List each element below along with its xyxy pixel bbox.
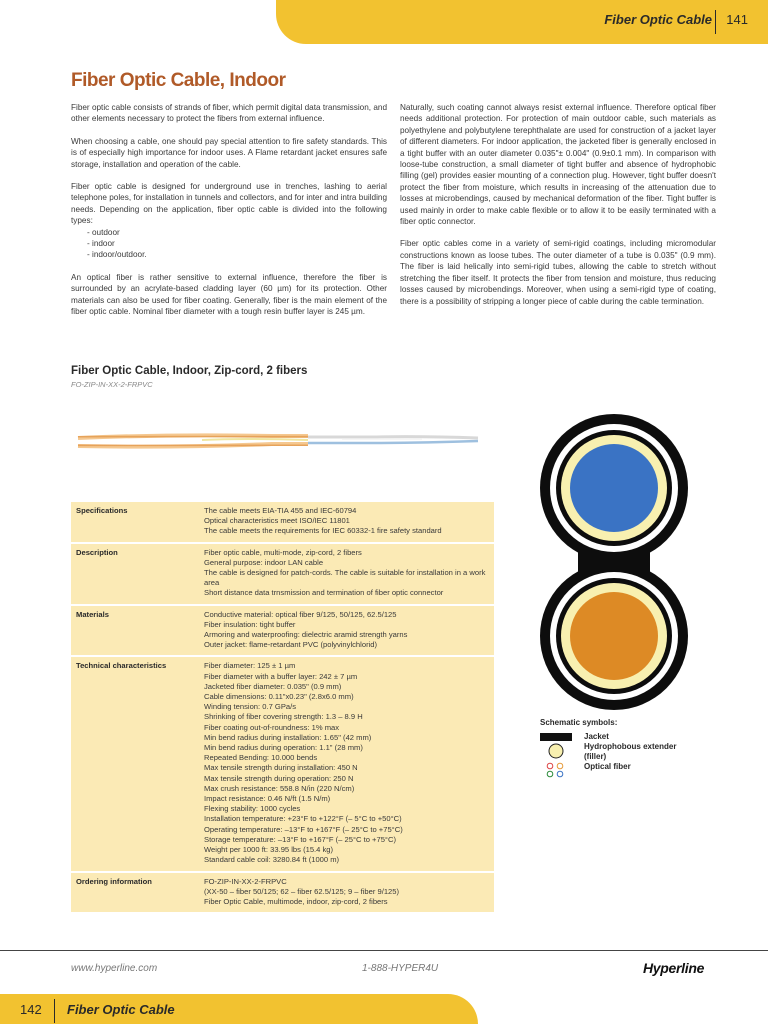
spec-line: Flexing stability: 1000 cycles <box>204 804 301 814</box>
spec-line: Conductive material: optical fiber 9/125, 50/125, 62.5/125 <box>204 609 397 619</box>
spec-line: Max crush resistance: 558.8 N/in (220 N/cm) <box>204 783 355 793</box>
footer-section-title: Fiber Optic Cable <box>67 1002 175 1017</box>
hyperline-logo: Hyperline <box>643 960 705 976</box>
spec-line: Standard cable coil: 3280.84 ft (1000 m) <box>204 855 340 865</box>
spec-key: Ordering information <box>71 872 199 914</box>
paragraph: An optical fiber is rather sensitive to external influence, therefore the fiber is surrounded by an acrylate-based cladding layer (60 µm) for its protection. Other materials can also be used for fiber coating. Generally, fiber is the main element of the fiber optic cable. Nominal fiber diameter with a tough resin buffer layer is 245 µm. <box>71 272 387 317</box>
list-item: - indoor/outdoor. <box>87 250 147 260</box>
spec-key: Technical characteristics <box>71 656 199 871</box>
types-list <box>71 227 387 261</box>
spec-line: General purpose: indoor LAN cable <box>204 557 324 567</box>
spec-line: Fiber diameter: 125 ± 1 µm <box>204 661 296 671</box>
spec-line: Installation temperature: +23°F to +122°F (– 5°C to +50°C) <box>204 814 402 824</box>
list-item: - outdoor <box>87 227 120 237</box>
spec-line: Fiber coating out-of-roundness: 1% max <box>204 722 340 732</box>
spec-line: Storage temperature: –13°F to +167°F (– 25°C to +75°C) <box>204 834 396 844</box>
spec-line: Winding tension: 0.7 GPa/s <box>204 702 297 712</box>
fiber-top <box>570 444 658 532</box>
spec-line: Fiber optic cable, multi-mode, zip-cord, 2 fibers <box>204 547 362 557</box>
schematic-legend <box>540 718 684 780</box>
header-page-number: 141 <box>726 12 748 27</box>
product-code: FO-ZIP-IN-XX-2-FRPVC <box>71 380 153 389</box>
spec-value <box>199 605 494 657</box>
paragraph: Fiber optic cable consists of strands of fiber, which permit digital data transmission, and other elements necessary to protect the fibers from external influence. <box>71 103 387 124</box>
paragraph <box>71 181 387 227</box>
spec-value <box>199 543 494 605</box>
legend-item-fiber: Optical fiber <box>540 762 684 780</box>
paragraph: Fiber optic cables come in a variety of semi-rigid coatings, including micromodular constructions known as loose tubes. The outer diameter of a tube is 0.035" (0.9 mm). The fiber is laid helically into semi-rigid tubes, allowing the cable to stretch without stretching the fiber itself. It protects the fiber from tension and moisture, thus reducing losses caused by microbendings. Moreover, when using a semi-rigid type of coating, there is a possibility of stripping a longer piece of cable during the cable termination. <box>400 239 716 306</box>
right-column <box>400 102 716 318</box>
filler-swatch <box>540 742 572 762</box>
footer-rule <box>0 950 768 951</box>
fiber-bottom <box>570 592 658 680</box>
spec-key: Description <box>71 543 199 605</box>
spec-line: Max tensile strength during installation: 450 N <box>204 763 358 773</box>
spec-key: Materials <box>71 605 199 657</box>
spec-value <box>199 502 494 543</box>
paragraph: Naturally, such coating cannot always resist external influence. Therefore optical fiber needs additional protection. For protection of main outdoor cable, such materials as polyethylene and polybutylene terephthalate are used for construction of a jacket layer of different diameters. For indoor application, the jacketed fiber is generally enclosed in a tight buffer with an outer diameter 0.035"± 0.004" (0.9±0.1 mm). In comparison with loose-tube construction, a small diameter of tight buffer and absence of hydrophobic filling (gel) provides easier mounting of a connection plug. However, tight buffer doesn't protect the fiber from moisture, which results in increasing of the attenuation due to losses at microbendings, caused by mechanical deformation of the fiber. Tight buffer is used mainly in order to make cable flexible or to allow it to be easily terminated with a fiber optic connector. <box>400 103 716 227</box>
spec-value <box>199 656 494 871</box>
spec-line: Fiber Optic Cable, multimode, indoor, zip-cord, 2 fibers <box>204 896 388 906</box>
spec-line: The cable meets the requirements for IEC 60332-1 fire safety standard <box>204 526 442 536</box>
spec-line: The cable is designed for patch-cords. The cable is suitable for installation in a work area <box>204 568 486 588</box>
spec-key: Specifications <box>71 502 199 543</box>
spec-line: Repeated Bending: 10.000 bends <box>204 753 318 763</box>
footer-divider <box>54 999 55 1023</box>
footer-tab <box>0 994 478 1024</box>
paragraph-text: Fiber optic cable is designed for underground use in trenches, lashing to aerial telephone poles, for installation in tunnels and collectors, and for inter and intra building needs. Depending on the application, fiber optic cable is divided into the following types: <box>71 182 387 226</box>
spec-line: Min bend radius during operation: 1.1" (28 mm) <box>204 743 363 753</box>
spec-row <box>71 502 494 543</box>
legend-title: Schematic symbols: <box>540 718 618 727</box>
header-section-title: Fiber Optic Cable <box>604 12 712 27</box>
header-tab <box>276 0 768 44</box>
spec-line: Weight per 1000 ft: 33.95 lbs (15.4 kg) <box>204 845 334 855</box>
left-column <box>71 102 387 329</box>
spec-row <box>71 872 494 914</box>
spec-line: Armoring and waterproofing: dielectric aramid strength yarns <box>204 630 408 640</box>
cable-photo <box>72 422 484 462</box>
legend-item-filler: Hydrophobous extender (filler) <box>540 742 684 762</box>
footer-phone: 1-888-HYPER4U <box>362 963 439 974</box>
spec-line: Outer jacket: flame-retardant PVC (polyvinylchlorid) <box>204 640 378 650</box>
spec-line: Fiber diameter with a buffer layer: 242 ± 7 µm <box>204 671 358 681</box>
spec-line: (XX-50 – fiber 50/125; 62 – fiber 62.5/125; 9 – fiber 9/125) <box>204 886 400 896</box>
spec-line: Impact resistance: 0.46 N/ft (1.5 N/m) <box>204 794 331 804</box>
spec-value <box>199 872 494 914</box>
product-title: Fiber Optic Cable, Indoor, Zip-cord, 2 fibers <box>71 365 308 377</box>
spec-line: Cable dimensions: 0.11"x0.23" (2.8x6.0 mm) <box>204 692 354 702</box>
spec-row <box>71 605 494 657</box>
cable-cross-section-diagram <box>538 410 690 720</box>
spec-line: Max tensile strength during operation: 250 N <box>204 773 354 783</box>
specifications-table <box>71 502 494 914</box>
spec-line: Optical characteristics meet ISO/IEC 11801 <box>204 516 350 526</box>
spec-line: Min bend radius during installation: 1.65" (42 mm) <box>204 732 372 742</box>
jacket-swatch <box>540 732 572 742</box>
footer-url[interactable]: www.hyperline.com <box>71 963 158 974</box>
header-divider <box>715 10 716 34</box>
spec-line: Shrinking of fiber covering strength: 1.3 – 8.9 H <box>204 712 363 722</box>
spec-row <box>71 543 494 605</box>
fiber-swatch <box>540 762 572 780</box>
legend-item-jacket: Jacket <box>540 732 684 742</box>
spec-line: Short distance data trnsmission and termination of fiber optic connector <box>204 588 444 598</box>
spec-line: The cable meets EIA-TIA 455 and IEC-60794 <box>204 506 357 515</box>
spec-line: FO-ZIP-IN-XX-2-FRPVC <box>204 876 287 886</box>
paragraph: When choosing a cable, one should pay special attention to fire safety standards. This is of especially high importance for indoor uses. A Flame retardant jacket ensures safe storage, installation and operation of the cable. <box>71 136 387 169</box>
spec-line: Operating temperature: –13°F to +167°F (– 25°C to +75°C) <box>204 824 403 834</box>
footer-page-number: 142 <box>20 1002 42 1017</box>
list-item: - indoor <box>87 239 115 249</box>
spec-line: Fiber insulation: tight buffer <box>204 619 296 629</box>
spec-row <box>71 656 494 871</box>
spec-line: Jacketed fiber diameter: 0.035" (0.9 mm) <box>204 681 342 691</box>
page-title: Fiber Optic Cable, Indoor <box>71 70 286 91</box>
